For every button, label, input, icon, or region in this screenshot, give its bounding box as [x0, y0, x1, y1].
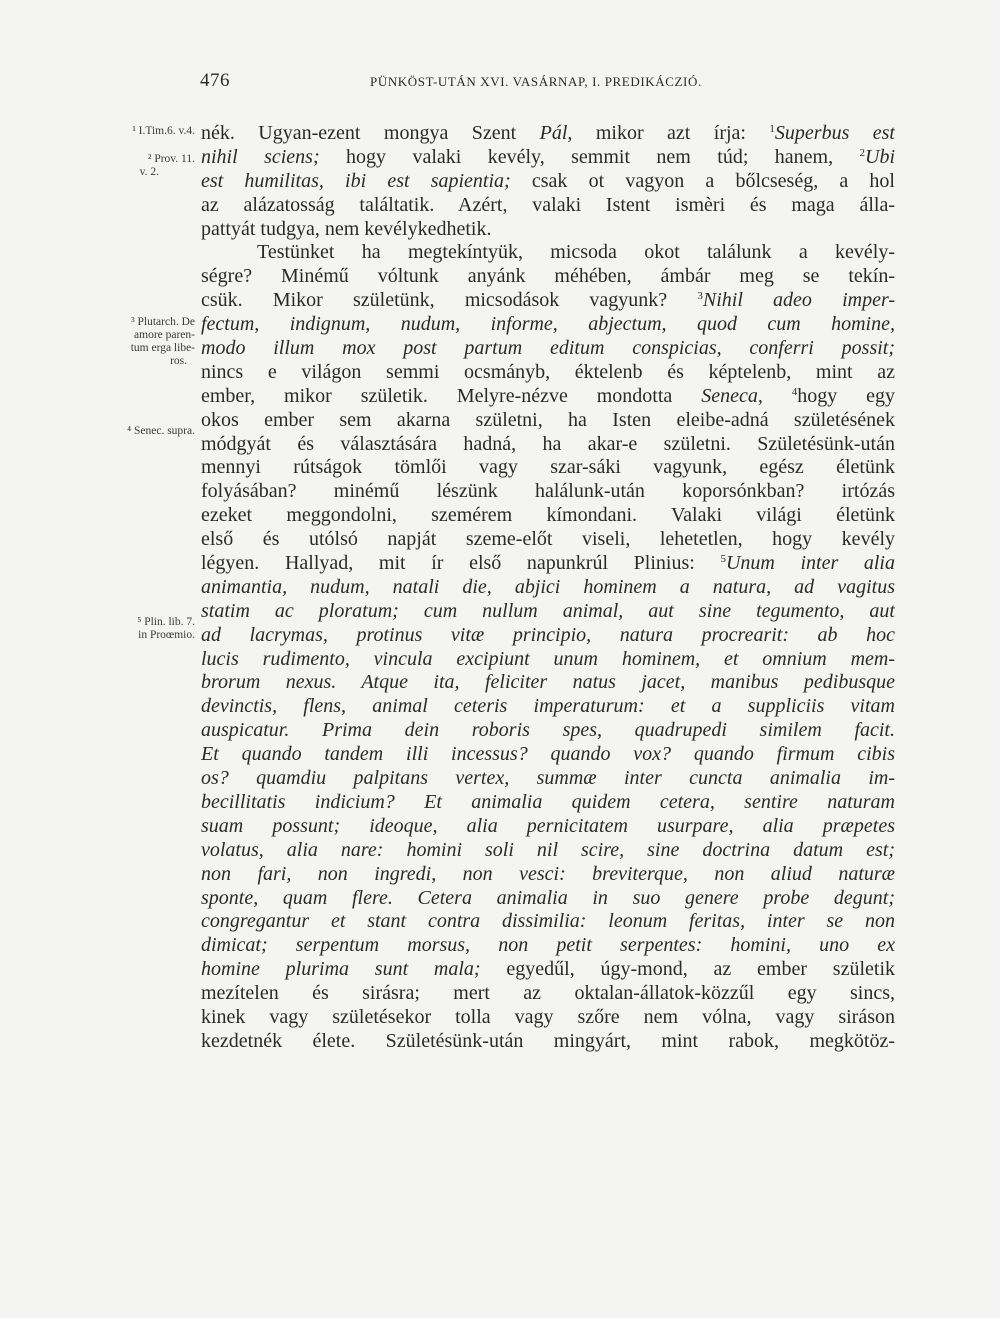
margin-note: ¹ I.Tim.6. v.4. — [132, 125, 195, 137]
text-line: első és utólsó napját szeme-előt viseli, lehetetlen, hogy kevély — [201, 528, 895, 551]
text-line: os? quamdiu palpitans vertex, summæ inter cuncta animalia im- — [201, 767, 895, 790]
text-line: az alázatosság találtatik. Azért, valaki Istent ismèri és maga álla- — [201, 193, 895, 216]
text-line: csük. Mikor születünk, micsodások vagyunk? $^3$Nihil adeo imper- — [201, 289, 895, 312]
margin-note: ⁵ Plin. lib. 7. in Proœmio. — [137, 616, 195, 641]
margin-note: ² Prov. 11. v. 2. — [139, 153, 195, 178]
text-line: Et quando tandem illi incessus? quando vox? quando firmum cibis — [201, 743, 895, 766]
text-line: ezeket meggondolni, szemérem kímondani. Valaki világi életünk — [201, 504, 895, 527]
text-line: non fari, non ingredi, non vesci: breviterque, non aliud naturæ — [201, 862, 895, 885]
text-line: ember, mikor születik. Melyre-nézve mondotta Seneca, $^4$hogy egy — [201, 384, 895, 407]
text-line: kezdetnék élete. Születésünk-után mingyárt, mint rabok, megkötöz- — [201, 1029, 895, 1052]
running-title: PÜNKÖST-UTÁN XVI. VASÁRNAP, I. PREDIKÁCZIÓ. — [370, 74, 702, 89]
text-line: brorum nexus. Atque ita, feliciter natus jacet, manibus pedibusque — [201, 671, 895, 694]
body-text — [201, 122, 895, 1054]
text-line: homine plurima sunt mala; egyedűl, úgy-mond, az ember születik — [201, 958, 895, 981]
text-line: nincs e világon semmi ocsmányb, éktelenb és képtelenb, mint az — [201, 360, 895, 383]
text-line: suam possunt; ideoque, alia pernicitatem usurpare, alia præpetes — [201, 814, 895, 837]
text-line: sponte, quam flere. Cetera animalia in suo genere probe degunt; — [201, 886, 895, 909]
text-line: devinctis, flens, animal ceteris imperaturum: et a suppliciis vitam — [201, 695, 895, 718]
text-line: animantia, nudum, natali die, abjici hominem a natura, ad vagitus — [201, 575, 895, 598]
text-line: fectum, indignum, nudum, informe, abjectum, quod cum homine, — [201, 313, 895, 336]
margin-note: ⁴ Senec. supra. — [127, 425, 195, 437]
text-line: Testünket ha megtekíntyük, micsoda okot találunk a kevély- — [257, 241, 895, 264]
text-line: okos ember sem akarna születni, ha Isten eleibe-adná születésének — [201, 408, 895, 431]
text-line: ségre? Minémű vóltunk anyánk méhében, ámbár meg se tekín- — [201, 265, 895, 288]
text-line: est humilitas, ibi est sapientia; csak ot vagyon a bőlcseség, a hol — [201, 169, 895, 192]
text-line: volatus, alia nare: homini soli nil scire, sine doctrina datum est; — [201, 838, 895, 861]
text-line: congregantur et stant contra dissimilia: leonum feritas, inter se non — [201, 910, 895, 933]
text-line: mennyi rútságok tömlői vagy szar-sáki vagyunk, egész életünk — [201, 456, 895, 479]
text-line: légyen. Hallyad, mit ír első napunkrúl Plinius: $^5$Unum inter alia — [201, 552, 895, 575]
margin-notes — [0, 0, 195, 1318]
text-line: ad lacrymas, protinus vitæ principio, natura procrearit: ab hoc — [201, 623, 895, 646]
text-line: modo illum mox post partum editum conspicias, conferri possit; — [201, 337, 895, 360]
text-line: pattyát tudgya, nem kevélykedhetik. — [201, 217, 492, 240]
text-line: kinek vagy születésekor tolla vagy szőre nem vólna, vagy siráson — [201, 1005, 895, 1028]
text-line: dimicat; serpentum morsus, non petit serpentes: homini, uno ex — [201, 934, 895, 957]
text-line: nihil sciens; hogy valaki kevély, semmit nem túd; hanem, $^2$Ubi — [201, 145, 895, 168]
text-line: nék. Ugyan-ezent mongya Szent Pál, mikor azt írja: $^1$Superbus est — [201, 122, 895, 144]
text-line: statim ac ploratum; cum nullum animal, aut sine tegumento, aut — [201, 599, 895, 622]
text-line: mezítelen és sirásra; mert az oktalan-állatok-közzűl egy sincs, — [201, 982, 895, 1005]
margin-note: ³ Plutarch. De amore paren- tum erga libe- ros. — [130, 316, 195, 367]
text-line: módgyát és választására hadná, ha akar-e születni. Születésünk-után — [201, 432, 895, 455]
text-line: auspicatur. Prima dein roboris spes, quadrupedi similem facit. — [201, 719, 895, 742]
text-line: folyásában? minémű lészünk halálunk-után koporsónkban? irtózás — [201, 480, 895, 503]
text-line: lucis rudimento, vincula excipiunt unum hominem, et omnium mem- — [201, 647, 895, 670]
text-line: becillitatis indicium? Et animalia quidem cetera, sentire naturam — [201, 790, 895, 813]
page-number: 476 — [200, 70, 230, 91]
